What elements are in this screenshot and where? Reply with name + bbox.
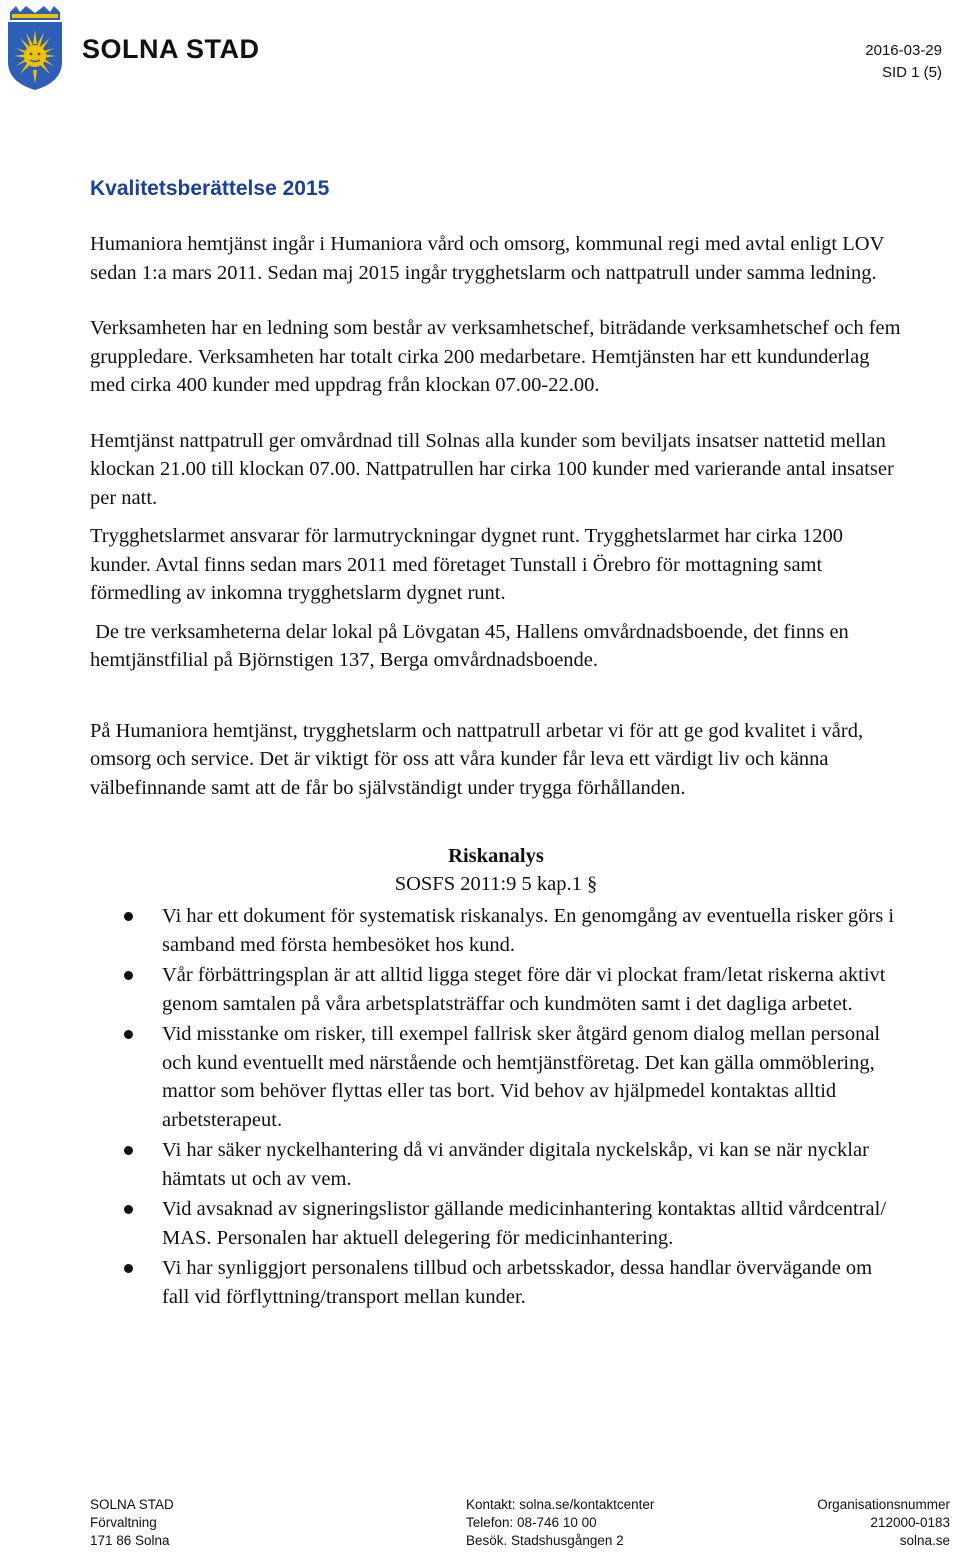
footer-department: Förvaltning: [90, 1515, 157, 1530]
list-item: [90, 902, 902, 959]
bullet-icon: [124, 971, 133, 980]
footer-visit: Besök. Stadshusgången 2: [466, 1533, 624, 1548]
footer-contact-link: Kontakt: solna.se/kontaktcenter: [466, 1497, 655, 1512]
paragraph: Trygghetslarmet ansvarar för larmutryckningar dygnet runt. Trygghetslarmet har cirka 1200 kunder. Avtal finns sedan mars 2011 med företaget Tunstall i Örebro för mottagning samt förmedling av inkomna trygghetslarm dygnet runt.: [90, 525, 844, 604]
sun-crest-icon: [2, 4, 68, 92]
list-item: [90, 1020, 902, 1134]
list-item-text: Vi har säker nyckelhantering då vi använder digitala nyckelskåp, vi kan se när nycklar hämtats ut och av vem.: [162, 1139, 869, 1190]
bullet-icon: [124, 1205, 133, 1214]
document-title: Kvalitetsberättelse 2015: [90, 177, 330, 200]
list-item: [90, 1254, 902, 1311]
document-meta: [865, 40, 942, 84]
brand-name: SOLNA STAD: [82, 34, 260, 64]
list-item-text: Vid misstanke om risker, till exempel fallrisk sker åtgärd genom dialog mellan personal och kund eventuellt med närstående och hemtjänstföretag. Det kan gälla ommöblering, mattor som behöver flyttas eller tas bort. Vid behov av hjälpmedel kontaktas alltid arbetsterapeut.: [162, 1023, 881, 1131]
list-item-text: Vid avsaknad av signeringslistor gällande medicinhantering kontaktas alltid vårdcentral/ MAS. Personalen har aktuell delegering för medicinhantering.: [162, 1198, 887, 1249]
footer-org-number-label: Organisationsnummer: [817, 1497, 950, 1512]
footer-org-number: 212000-0183: [870, 1515, 950, 1530]
section-heading: Riskanalys: [448, 845, 544, 867]
footer-website: solna.se: [899, 1533, 950, 1548]
document-date: 2016-03-29: [865, 42, 942, 59]
list-item-text: Vår förbättringsplan är att alltid ligga steget före där vi plockat fram/letat riskerna aktivt genom samtalen på våra arbetsplatsträffar och kundmöten samt i det dagliga arbetet.: [162, 964, 886, 1015]
footer-postal: 171 86 Solna: [90, 1533, 170, 1548]
list-item-text: Vi har synliggjort personalens tillbud och arbetsskador, dessa handlar övervägande om fall vid förflyttning/transport mellan kunder.: [162, 1257, 873, 1308]
document-body: [90, 230, 902, 1313]
list-item-text: Vi har ett dokument för systematisk riskanalys. En genomgång av eventuella risker görs i samband med första hembesöket hos kund.: [162, 905, 895, 956]
section-subheading: SOSFS 2011:9 5 kap.1 §: [394, 873, 598, 895]
paragraph: På Humaniora hemtjänst, trygghetslarm och nattpatrull arbetar vi för att ge god kvalitet i vård, omsorg och service. Det är viktigt för oss att våra kunder får leva ett värdigt liv och känna välbefinnande samt att de får bo självständigt under trygga förhållanden.: [90, 719, 864, 799]
bullet-icon: [124, 912, 133, 921]
list-item: [90, 961, 902, 1018]
bullet-icon: [124, 1030, 133, 1039]
bullet-icon: [124, 1264, 133, 1273]
footer-phone: Telefon: 08-746 10 00: [466, 1515, 597, 1530]
list-item: [90, 1136, 902, 1193]
page-number: SID 1 (5): [881, 64, 942, 81]
footer-registration: [817, 1496, 950, 1550]
paragraph: Verksamheten har en ledning som består av verksamhetschef, biträdande verksamhetschef och fem gruppledare. Verksamheten har totalt cirka 200 medarbetare. Hemtjänsten har ett kundunderlag med cirka 400 kunder med uppdrag från klockan 07.00-22.00.: [90, 317, 901, 396]
list-item: [90, 1195, 902, 1252]
bullet-icon: [124, 1146, 133, 1155]
paragraph: De tre verksamheterna delar lokal på Lövgatan 45, Hallens omvårdnadsboende, det finns en hemtjänstfilial på Björnstigen 137, Berga omvårdnadsboende.: [90, 620, 854, 671]
footer-org-name: SOLNA STAD: [90, 1497, 174, 1512]
paragraph: Hemtjänst nattpatrull ger omvårdnad till Solnas alla kunder som beviljats insatser nattetid mellan klockan 21.00 till klockan 07.00. Nattpatrullen har cirka 100 kunder med varierande antal insatser per natt.: [90, 429, 894, 509]
paragraph: Humaniora hemtjänst ingår i Humaniora vård och omsorg, kommunal regi med avtal enligt LOV sedan 1:a mars 2011. Sedan maj 2015 ingår trygghetslarm och nattpatrull under samma ledning.: [90, 233, 885, 284]
footer-address: [90, 1496, 174, 1550]
footer-contact: [466, 1496, 654, 1550]
risk-list: [90, 902, 902, 1311]
